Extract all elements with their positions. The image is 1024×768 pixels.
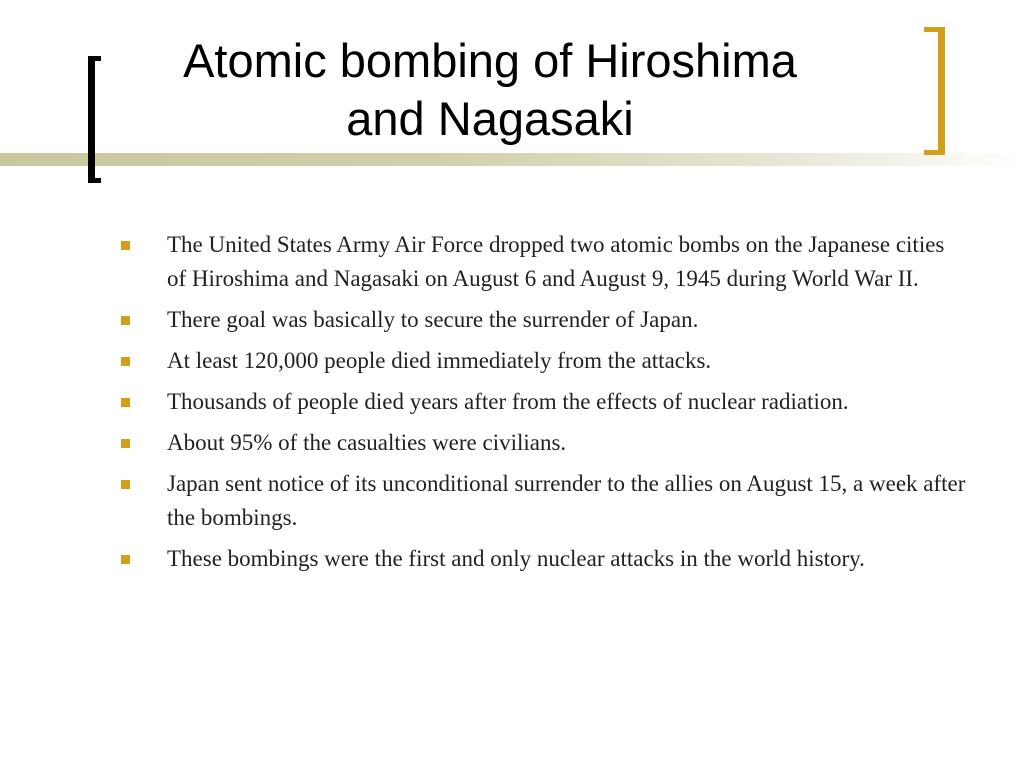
square-bullet-icon (121, 316, 130, 325)
square-bullet-icon (121, 357, 130, 366)
bullet-item (118, 228, 968, 296)
slide-title (110, 32, 870, 148)
square-bullet-icon (121, 480, 130, 489)
left-bracket-decoration (88, 56, 101, 183)
square-bullet-icon (121, 241, 130, 250)
bullet-item (118, 426, 968, 460)
bullet-text: At least 120,000 people died immediately from the attacks. (167, 348, 712, 373)
bullet-list (118, 228, 968, 583)
bullet-text: These bombings were the first and only nuclear attacks in the world history. (167, 546, 865, 571)
bullet-item (118, 344, 968, 378)
bullet-text: About 95% of the casualties were civilians. (167, 430, 567, 455)
square-bullet-icon (121, 439, 130, 448)
slide-title-line-2: and Nagasaki (346, 92, 634, 145)
bullet-text: There goal was basically to secure the surrender of Japan. (167, 307, 699, 332)
slide-title-line-1: Atomic bombing of Hiroshima (183, 34, 797, 87)
bullet-text: Japan sent notice of its unconditional surrender to the allies on August 15, a week after the bombings. (167, 471, 966, 530)
square-bullet-icon (121, 555, 130, 564)
bullet-item (118, 542, 968, 576)
bullet-item (118, 303, 968, 337)
right-bracket-decoration (924, 27, 945, 155)
bullet-text: Thousands of people died years after from the effects of nuclear radiation. (167, 389, 849, 414)
bullet-item (118, 385, 968, 419)
bullet-text: The United States Army Air Force dropped two atomic bombs on the Japanese cities of Hiroshima and Nagasaki on August 6 and August 9, 1945 during World War II. (167, 232, 945, 291)
bullet-item (118, 467, 968, 535)
square-bullet-icon (121, 398, 130, 407)
title-underline-band (0, 153, 1024, 166)
